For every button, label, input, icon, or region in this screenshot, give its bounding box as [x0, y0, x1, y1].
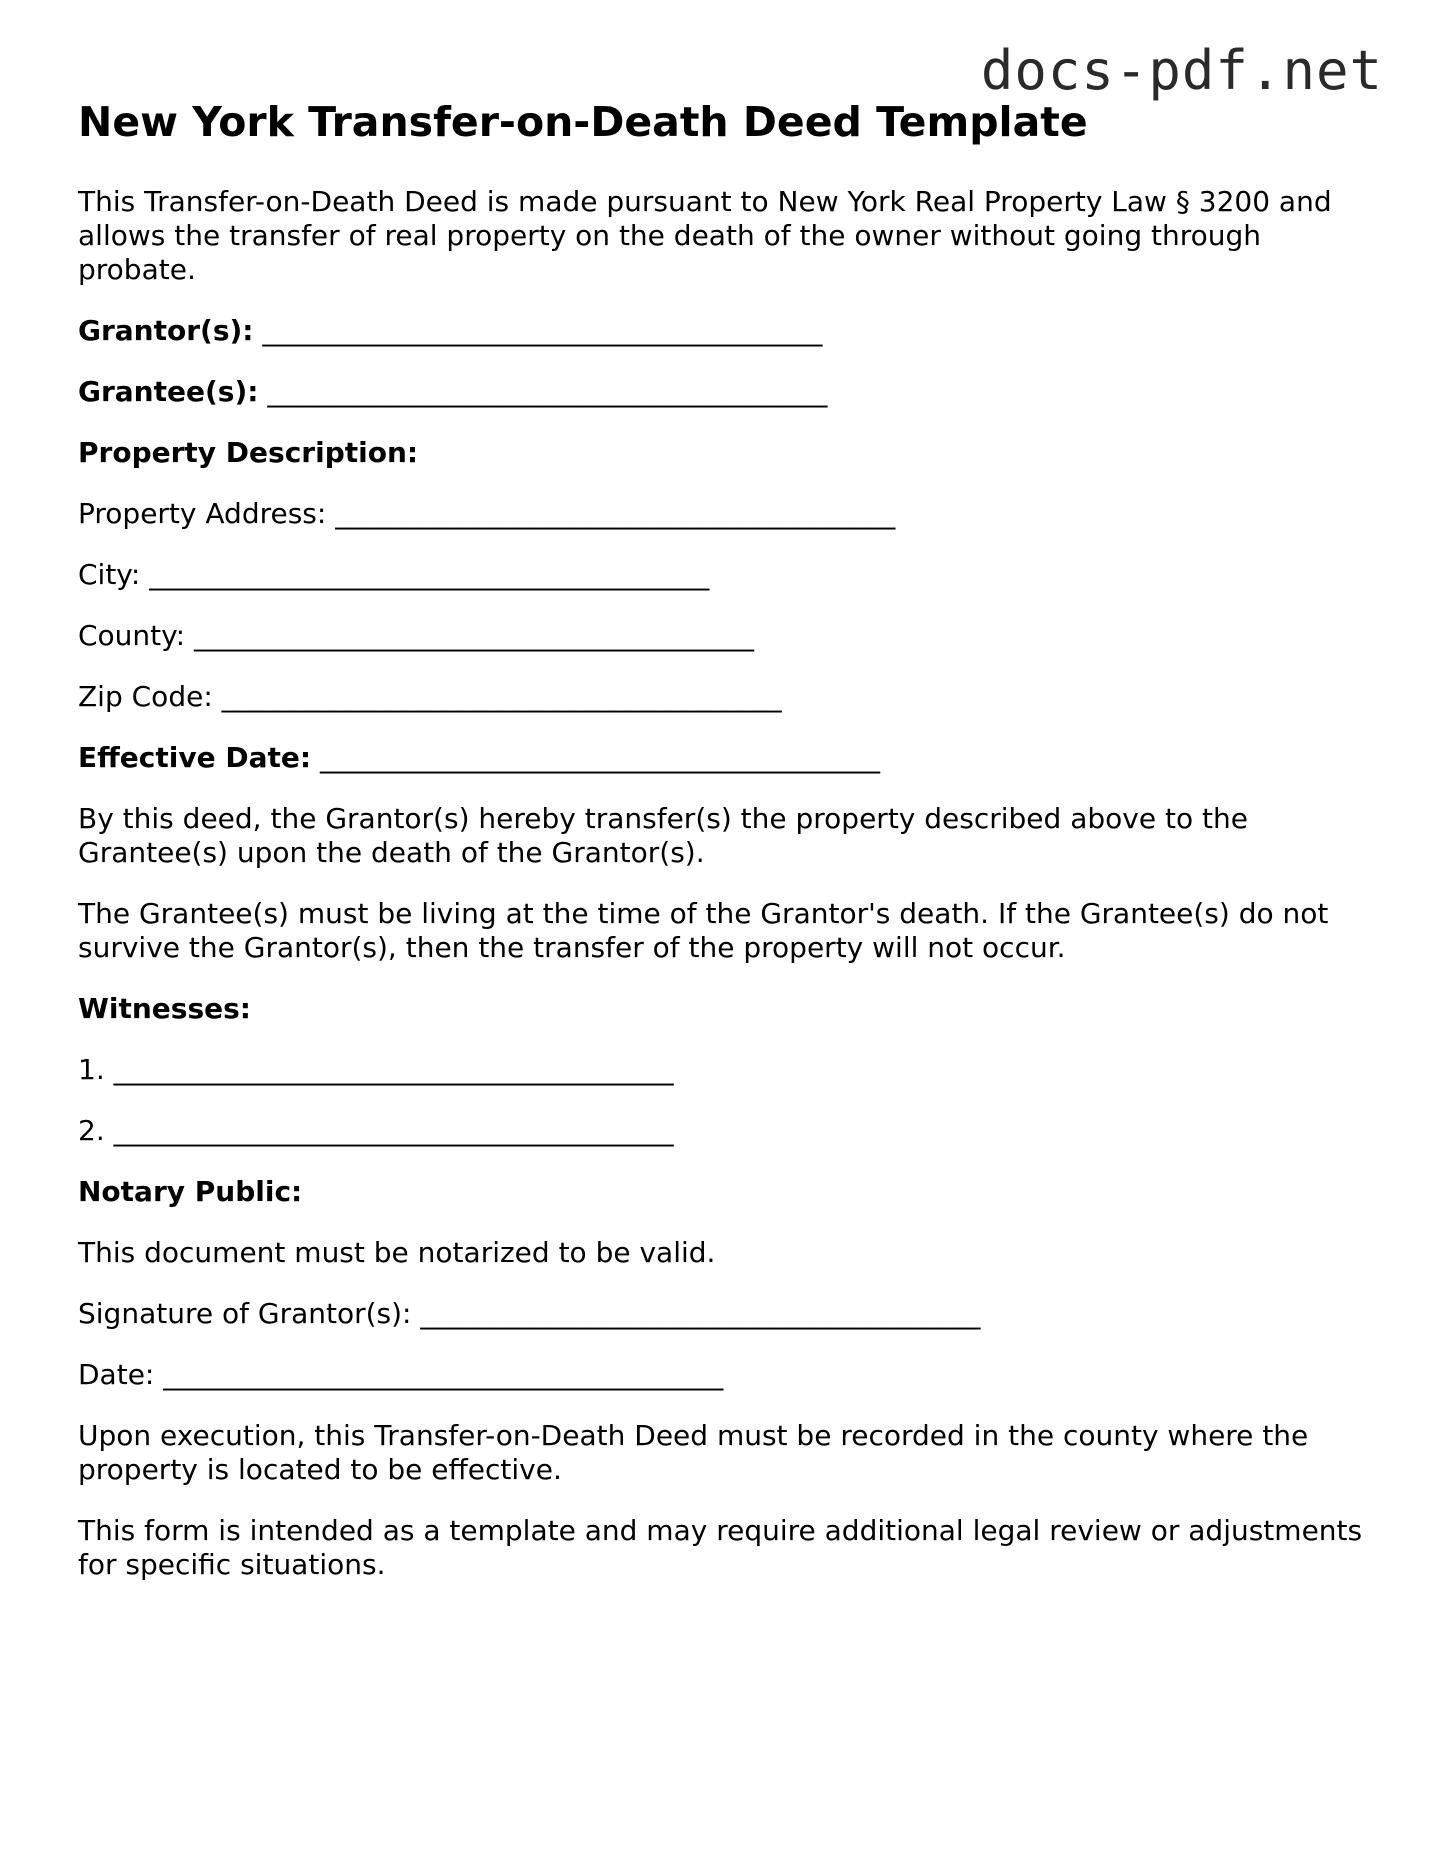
- zip-code-blank[interactable]: ________________________________________: [221, 680, 782, 714]
- signature-label: Signature of Grantor(s):: [78, 1297, 412, 1331]
- transfer-paragraph: By this deed, the Grantor(s) hereby transfer(s) the property described above to the Grantee(s) upon the death of the Grantor(s).: [78, 802, 1248, 870]
- notary-text: This document must be notarized to be valid.: [78, 1236, 716, 1270]
- effective-date-label: Effective Date:: [78, 741, 312, 775]
- grantor-blank[interactable]: ________________________________________: [262, 314, 823, 348]
- effective-date-blank[interactable]: ________________________________________: [319, 741, 880, 775]
- witnesses-heading: Witnesses:: [78, 992, 251, 1026]
- date-blank[interactable]: ________________________________________: [163, 1358, 724, 1392]
- property-address-label: Property Address:: [78, 497, 327, 531]
- grantor-field: [78, 314, 1378, 348]
- city-blank[interactable]: ________________________________________: [149, 558, 710, 592]
- disclaimer-paragraph: This form is intended as a template and may require additional legal review or adjustments for specific situations.: [78, 1514, 1363, 1582]
- city-label: City:: [78, 558, 141, 592]
- notary-heading: Notary Public:: [78, 1175, 303, 1209]
- date-field: [78, 1358, 1378, 1392]
- property-address-field: [78, 497, 1378, 531]
- document-body: [78, 100, 1378, 1609]
- witness-1-field: [78, 1053, 1378, 1087]
- property-address-blank[interactable]: ________________________________________: [335, 497, 896, 531]
- signature-blank[interactable]: ________________________________________: [420, 1297, 981, 1331]
- date-label: Date:: [78, 1358, 155, 1392]
- grantee-label: Grantee(s):: [78, 375, 259, 409]
- county-blank[interactable]: ________________________________________: [194, 619, 755, 653]
- grantee-field: [78, 375, 1378, 409]
- witness-1-blank[interactable]: ________________________________________: [113, 1053, 674, 1087]
- county-label: County:: [78, 619, 186, 653]
- watermark: docs-pdf.net: [980, 39, 1383, 102]
- county-field: [78, 619, 1378, 653]
- recording-paragraph: Upon execution, this Transfer-on-Death Deed must be recorded in the county where the property is located to be effective.: [78, 1419, 1309, 1487]
- effective-date-field: [78, 741, 1378, 775]
- document-title: New York Transfer-on-Death Deed Template: [78, 98, 1088, 146]
- witness-2-field: [78, 1114, 1378, 1148]
- witness-2-label: 2.: [78, 1114, 105, 1148]
- grantee-blank[interactable]: ________________________________________: [267, 375, 828, 409]
- witness-1-label: 1.: [78, 1053, 105, 1087]
- zip-code-field: [78, 680, 1378, 714]
- city-field: [78, 558, 1378, 592]
- signature-field: [78, 1297, 1378, 1331]
- zip-code-label: Zip Code:: [78, 680, 213, 714]
- survival-paragraph: The Grantee(s) must be living at the time of the Grantor's death. If the Grantee(s) do not survive the Grantor(s), then the transfer of the property will not occur.: [78, 897, 1329, 965]
- witness-2-blank[interactable]: ________________________________________: [113, 1114, 674, 1148]
- property-description-heading: Property Description:: [78, 436, 419, 470]
- intro-paragraph: This Transfer-on-Death Deed is made pursuant to New York Real Property Law § 3200 and allows the transfer of real property on the death of the owner without going through probate.: [78, 185, 1332, 287]
- grantor-label: Grantor(s):: [78, 314, 254, 348]
